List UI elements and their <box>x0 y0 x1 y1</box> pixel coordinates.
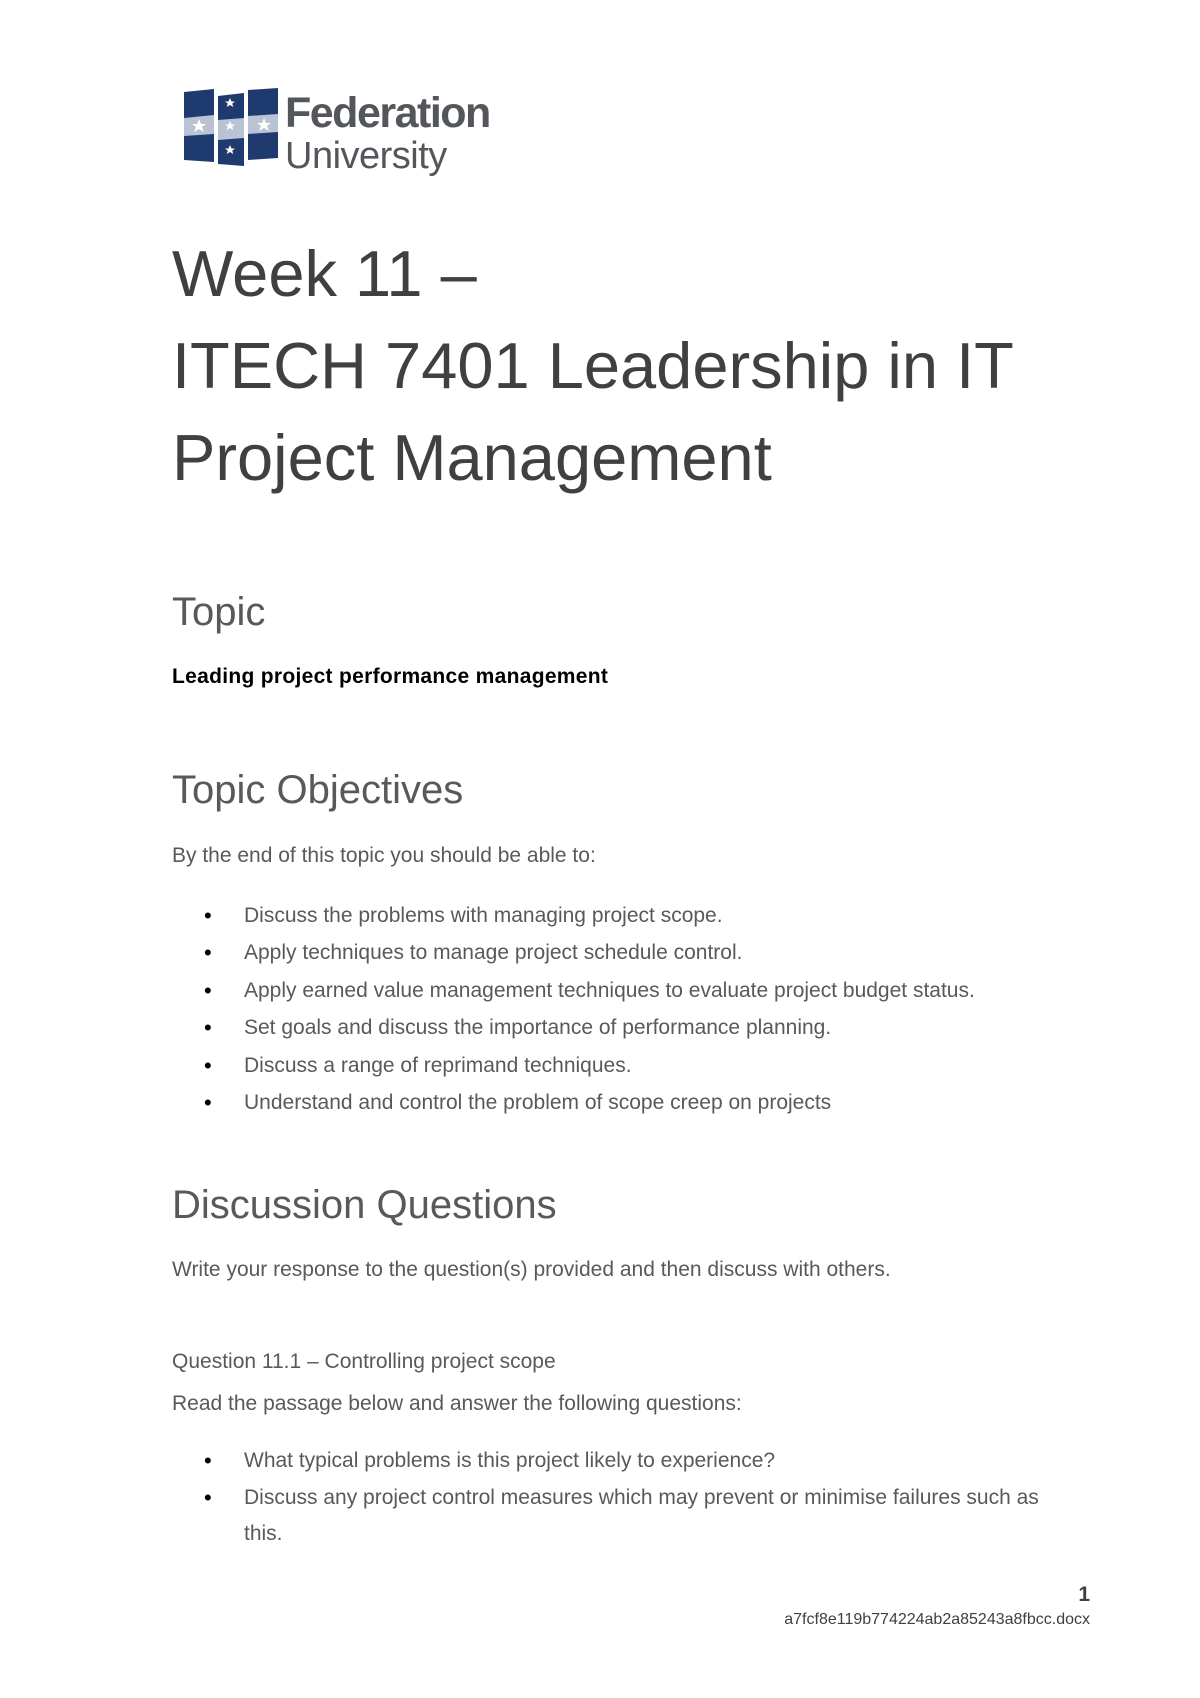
logo-line-university: University <box>285 135 447 177</box>
title-line-2: ITECH 7401 Leadership in IT <box>172 329 1014 402</box>
objectives-intro: By the end of this topic you should be able to: <box>172 844 596 867</box>
page-number: 1 <box>1078 1583 1090 1606</box>
list-item: • Discuss any project control measures which may prevent or minimise failures such as this. <box>172 1480 1074 1553</box>
federation-university-logo <box>182 88 512 178</box>
logo-wordmark <box>285 90 490 176</box>
list-item: • Apply earned value management techniques to evaluate project budget status. <box>172 972 1072 1009</box>
list-item: • Discuss the problems with managing project scope. <box>172 897 1072 934</box>
objectives-heading: Topic Objectives <box>172 768 464 812</box>
title-line-1: Week 11 – <box>172 237 477 310</box>
list-item: • Apply techniques to manage project schedule control. <box>172 934 1072 971</box>
question-title: Question 11.1 – Controlling project scope <box>172 1350 556 1373</box>
discussion-heading: Discussion Questions <box>172 1183 557 1227</box>
question-intro: Read the passage below and answer the following questions: <box>172 1392 742 1415</box>
federation-flag-icon <box>182 88 280 168</box>
discussion-intro: Write your response to the question(s) provided and then discuss with others. <box>172 1258 891 1281</box>
objectives-list <box>172 897 1072 1121</box>
logo-line-federation: Federation <box>285 89 490 137</box>
list-item: • Discuss a range of reprimand techniques. <box>172 1047 1072 1084</box>
list-item: • What typical problems is this project likely to experience? <box>172 1443 1074 1480</box>
document-title <box>172 228 1072 504</box>
topic-text: Leading project performance management <box>172 665 609 688</box>
file-name: a7fcf8e119b774224ab2a85243a8fbcc.docx <box>784 1611 1090 1628</box>
list-item: • Set goals and discuss the importance of performance planning. <box>172 1009 1072 1046</box>
question-list <box>172 1443 1072 1553</box>
title-line-3: Project Management <box>172 421 772 494</box>
topic-heading: Topic <box>172 590 266 634</box>
list-item: • Understand and control the problem of scope creep on projects <box>172 1084 1072 1121</box>
